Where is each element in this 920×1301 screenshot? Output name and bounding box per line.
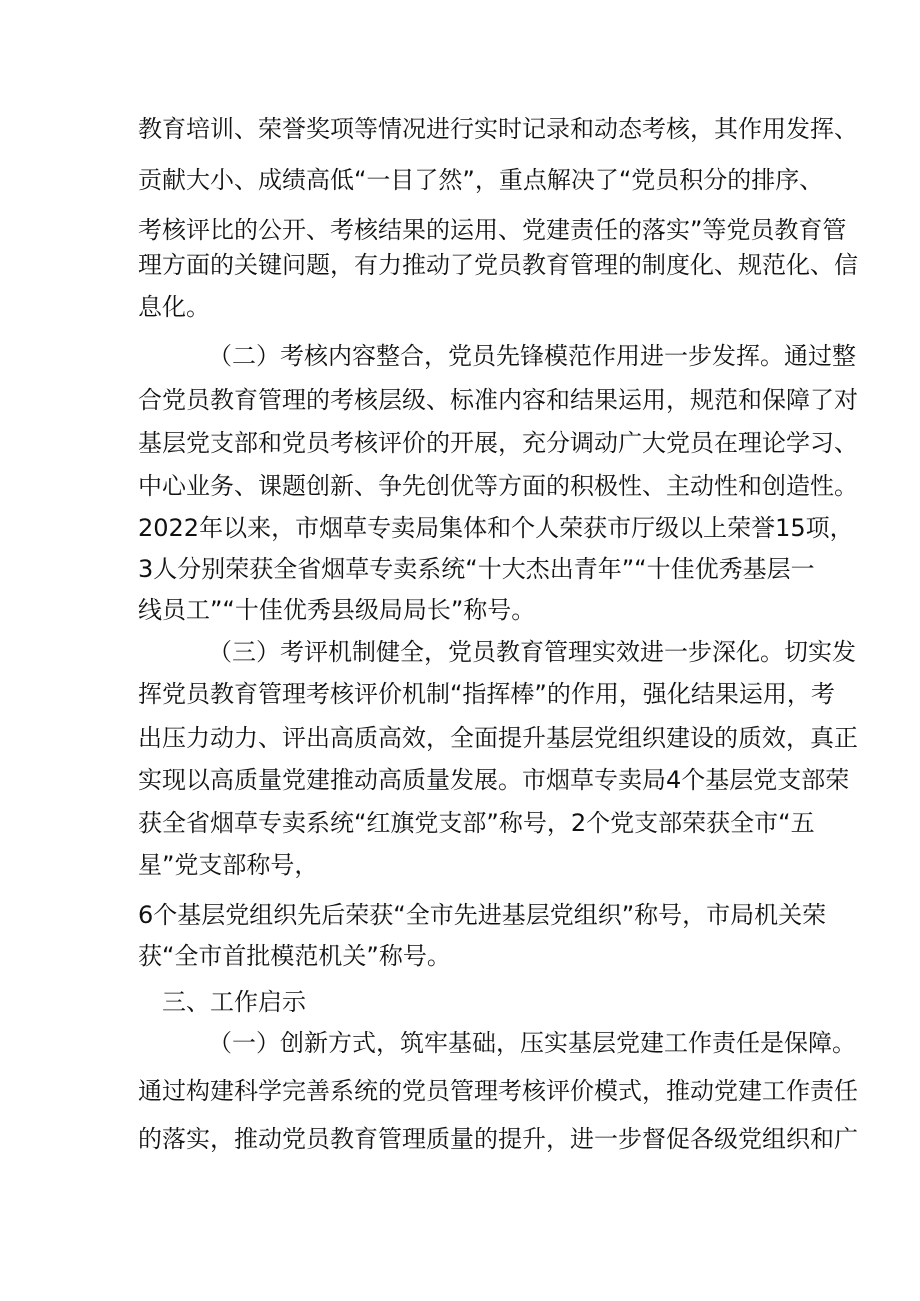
paragraph-line: 息化。	[138, 293, 210, 321]
paragraph-line: 星”党支部称号，	[138, 851, 319, 879]
paragraph-line: 出压力动力、评出高质高效，全面提升基层党组织建设的质效，真正	[138, 724, 858, 752]
paragraph-line: 获全省烟草专卖系统“红旗党支部”称号，2个党支部荣获全市“五	[138, 809, 815, 837]
paragraph-line: 理方面的关键问题，有力推动了党员教育管理的制度化、规范化、信	[138, 251, 858, 279]
paragraph-line: 线员工”“十佳优秀县级局局长”称号。	[138, 596, 536, 624]
paragraph-line: 贡献大小、成绩高低“一目了然”，重点解决了“党员积分的排序、	[138, 166, 824, 194]
paragraph-line: 获“全市首批模范机关”称号。	[138, 942, 451, 970]
section-title: 三、工作启示	[162, 988, 306, 1016]
paragraph-line: 挥党员教育管理考核评价机制“指挥棒”的作用，强化结果运用，考	[138, 680, 835, 708]
paragraph-line: 实现以高质量党建推动高质量发展。市烟草专卖局4个基层党支部荣	[138, 766, 850, 794]
section-heading-line: （二）考核内容整合，党员先锋模范作用进一步发挥。通过整	[208, 342, 856, 370]
paragraph-line: 合党员教育管理的考核层级、标准内容和结果运用，规范和保障了对	[138, 386, 858, 414]
paragraph-line: 3人分别荣获全省烟草专卖系统“十大杰出青年”“十佳优秀基层一	[138, 555, 815, 583]
section-heading-line: （一）创新方式，筑牢基础，压实基层党建工作责任是保障。	[208, 1029, 856, 1057]
paragraph-line: 通过构建科学完善系统的党员管理考核评价模式，推动党建工作责任	[138, 1077, 858, 1105]
paragraph-line: 中心业务、课题创新、争先创优等方面的积极性、主动性和创造性。	[138, 472, 858, 500]
paragraph-line: 教育培训、荣誉奖项等情况进行实时记录和动态考核，其作用发挥、	[138, 115, 858, 143]
paragraph-line: 6个基层党组织先后荣获“全市先进基层党组织”称号，市局机关荣	[138, 901, 827, 929]
paragraph-line: 考核评比的公开、考核结果的运用、党建责任的落实”等党员教育管	[138, 216, 847, 244]
paragraph-line: 基层党支部和党员考核评价的开展，充分调动广大党员在理论学习、	[138, 429, 858, 457]
paragraph-line: 的落实，推动党员教育管理质量的提升，进一步督促各级党组织和广	[138, 1125, 858, 1153]
section-heading-line: （三）考评机制健全，党员教育管理实效进一步深化。切实发	[208, 638, 856, 666]
paragraph-line: 2022年以来，市烟草专卖局集体和个人荣获市厅级以上荣誉15项，	[138, 514, 854, 542]
